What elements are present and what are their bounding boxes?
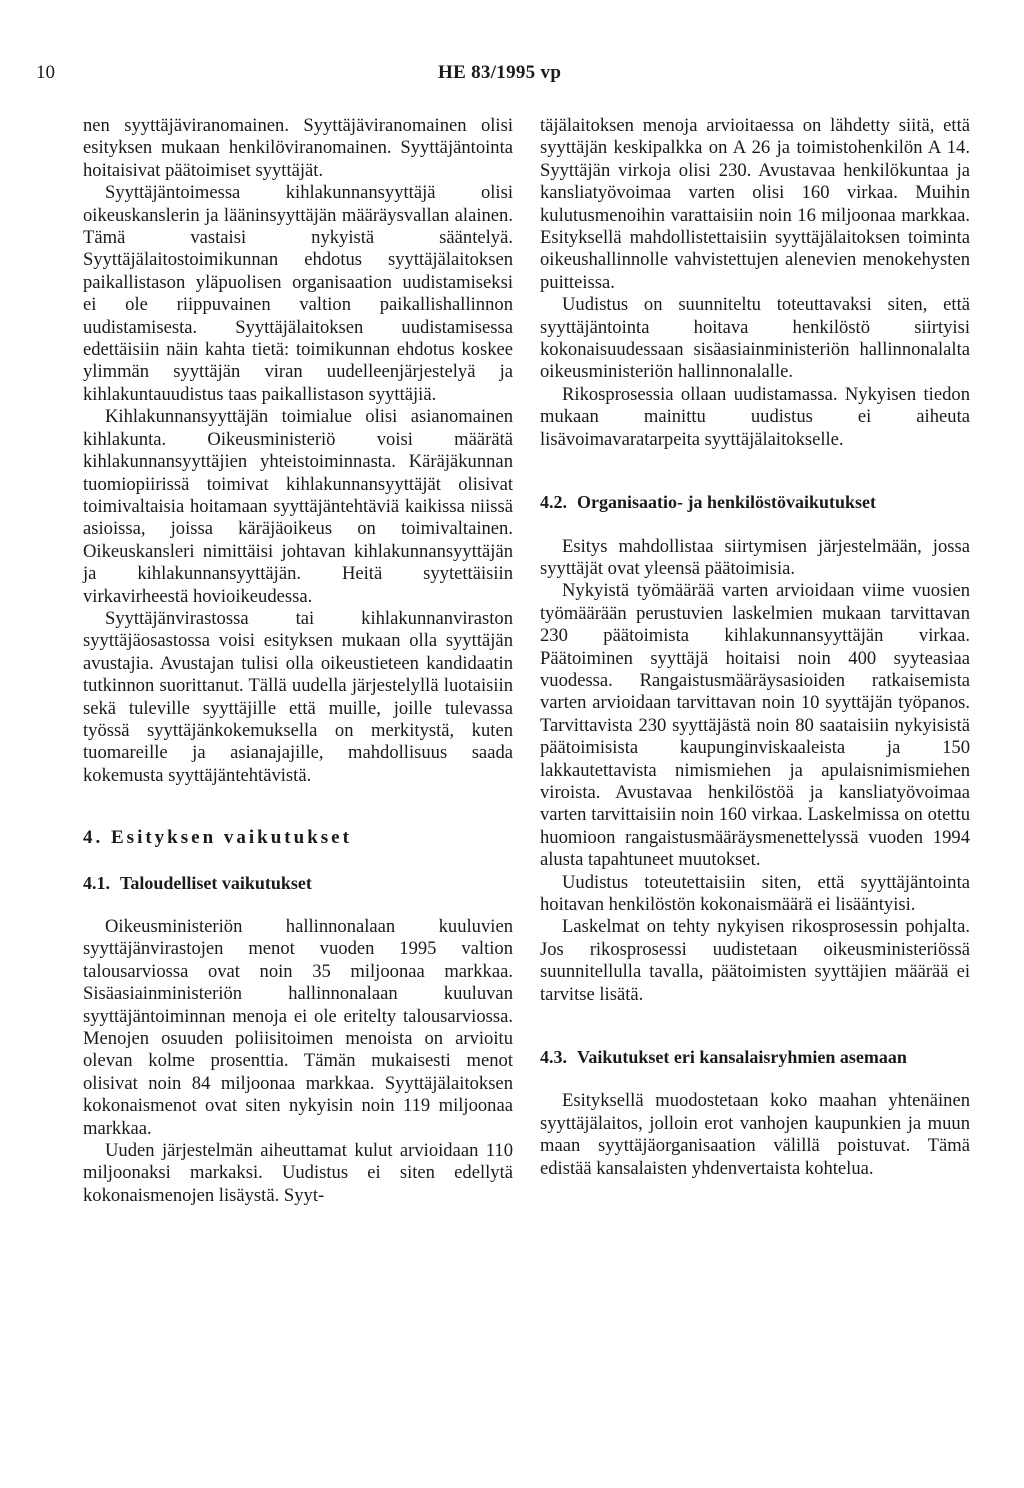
subsection-title: Organisaatio- ja henkilöstövaikutukset <box>577 492 877 513</box>
paragraph: Laskelmat on tehty nykyisen rikosprosessin pohjalta. Jos rikosprosessi uudistetaan oikeusministeriössä suunnitellulla tavalla, päätoimisten syyttäjien määrää ei tarvitse lisätä. <box>540 916 970 1005</box>
right-column <box>540 115 970 1180</box>
document-id: HE 83/1995 vp <box>438 62 562 83</box>
left-column <box>83 115 513 1207</box>
paragraph: täjälaitoksen menoja arvioitaessa on lähdetty siitä, että syyttäjän keskipalkka on A 26 ja toimistohenkilön A 14. Syyttäjän virkoja olisi 230. Avustavaa henkilökuntaa ja kansliatyövoimaa varten olisi 160 virkaa. Muihin kulutusmenoihin varattaisiin noin 16 miljoonaa markkaa. Esityksellä mahdollistettaisiin syyttäjälaitoksen toiminta oikeushallinnolle vahvistettujen alenevien menokehysten puitteissa. <box>540 115 970 293</box>
paragraph: Syyttäjäntoimessa kihlakunnansyyttäjä olisi oikeuskanslerin ja lääninsyyttäjän määräysvallan alainen. Tämä vastaisi nykyistä sääntelyä. Syyttäjälaitostoimikunnan ehdotus syyttäjälaitoksen paikallistason yläpuolisen organisaation uudistamiseksi ei ole riippuvainen valtion paikallishallinnon uudistamisesta. Syyttäjälaitoksen uudistamisessa edettäisiin näin kahta tietä: toimikunnan ehdotus koskee ylimmän syyttäjän viran uudelleenjärjestelyä ja kihlakuntauudistus taas paikallistason syyttäjiä. <box>83 182 513 405</box>
paragraph: Rikosprosessia ollaan uudistamassa. Nykyisen tiedon mukaan mainittu uudistus ei aiheuta lisävoimavaratarpeita syyttäjälaitokselle. <box>540 383 970 450</box>
paragraph: Uudistus toteutettaisiin siten, että syyttäjäntointa hoitavan henkilöstön kokonaismäärä ei lisääntyisi. <box>540 871 970 915</box>
paragraph: Esityksellä muodostetaan koko maahan yhtenäinen syyttäjälaitos, jolloin erot vanhojen kaupunkien ja muun maan syyttäjäorganisaation välillä poistuvat. Tämä edistää kansalaisten yhdenvertaista kohtelua. <box>540 1090 970 1179</box>
paragraph: Esitys mahdollistaa siirtymisen järjestelmään, jossa syyttäjät ovat yleensä päätoimisia. <box>540 535 970 579</box>
paragraph: Oikeusministeriön hallinnonalaan kuuluvien syyttäjänvirastojen menot vuoden 1995 valtion talousarviossa ovat noin 35 miljoonaa markkaa. Sisäasiainministeriön hallinnonalaan kuuluvan syyttäjäntoiminnan menoja ei ole eritelty talousarviossa. Menojen osuuden poliisitoimen menoista on arvioitu olevan kolme prosenttia. Tämän mukaisesti menot olisivat noin 84 miljoonaa markkaa. Syyttäjälaitoksen kokonaismenot ovat siten nykyisin noin 119 miljoonaa markkaa. <box>83 916 513 1139</box>
subsection-title: Vaikutukset eri kansalaisryhmien asemaan <box>577 1047 907 1068</box>
paragraph: nen syyttäjäviranomainen. Syyttäjäviranomainen olisi esityksen mukaan henkilöviranomainen. Syyttäjäntointa hoitaisivat päätoimiset syyttäjät. <box>83 115 513 181</box>
paragraph: Syyttäjänvirastossa tai kihlakunnanviraston syyttäjäosastossa voisi esityksen mukaan olla syyttäjän avustajia. Avustajan tulisi olla oikeustieteen kandidaatin tutkinnon suorittanut. Tällä uudella järjestelyllä luotaisiin sekä tuleville syyttäjille että muille, joille tulevassa työssä syyttäjänkokemuksella on merkitystä, kuten tuomareille ja asianajajille, mahdollisuus saada kokemusta syyttäjäntehtävistä. <box>83 607 513 786</box>
subsection-heading-4-2 <box>540 491 970 513</box>
page-number: 10 <box>36 62 55 83</box>
subsection-number: 4.3. <box>540 1047 567 1068</box>
paragraph: Uuden järjestelmän aiheuttamat kulut arvioidaan 110 miljoonaksi markaksi. Uudistus ei siten edellytä kokonaismenojen lisäystä. Syyt- <box>83 1140 513 1206</box>
subsection-heading-4-1 <box>83 872 513 894</box>
subsection-title: Taloudelliset vaikutukset <box>120 872 312 893</box>
paragraph: Nykyistä työmäärää varten arvioidaan viime vuosien työmäärään perustuvien laskelmien mukaan tarvittavan 230 päätoimista kihlakunnansyyttäjän virkaa. Päätoiminen syyttäjä hoitaisi noin 400 syyteasiaa vuodessa. Rangaistusmääräysasioiden ratkaisemista varten arvioidaan tarvittavan noin 10 syyttäjän työpanos. Tarvittavista 230 syyttäjästä noin 80 saataisiin nykyisistä päätoimisista kaupunginviskaaleista ja 150 lakkautettavista nimismiehen ja apulaisnimismiehen viroista. Avustavaa henkilöstöä ja kansliatyövoimaa varten tarvittaisiin noin 160 virkaa. Laskelmissa on otettu huomioon rangaistusmääräysmenettelyssä vuoden 1994 alusta tapahtuneet muutokset. <box>540 580 970 871</box>
paragraph: Uudistus on suunniteltu toteuttavaksi siten, että syyttäjäntointa hoitava henkilöstö siirtyisi kokonaisuudessaan sisäasiainministeriön hallinnonalalta oikeusministeriön hallinnonalalle. <box>540 294 970 383</box>
section-heading-4: 4. Esityksen vaikutukset <box>83 827 352 849</box>
subsection-number: 4.1. <box>83 872 110 893</box>
subsection-number: 4.2. <box>540 492 567 513</box>
subsection-heading-4-3 <box>540 1046 970 1068</box>
paragraph: Kihlakunnansyyttäjän toimialue olisi asianomainen kihlakunta. Oikeusministeriö voisi määrätä kihlakunnansyyttäjien yhteistoiminnasta. Käräjäkunnan tuomiopiirissä toimivat kihlakunnansyyttäjät olisivat toimivaltaisia hoitamaan syyttäjäntehtäviä kaikissa niissä asioissa, joissa käräjäoikeus on toimivaltainen. Oikeuskansleri nimittäisi johtavan kihlakunnansyyttäjän ja kihlakunnansyyttäjän. Heitä syytettäisiin virkavirheestä hovioikeudessa. <box>83 406 513 607</box>
